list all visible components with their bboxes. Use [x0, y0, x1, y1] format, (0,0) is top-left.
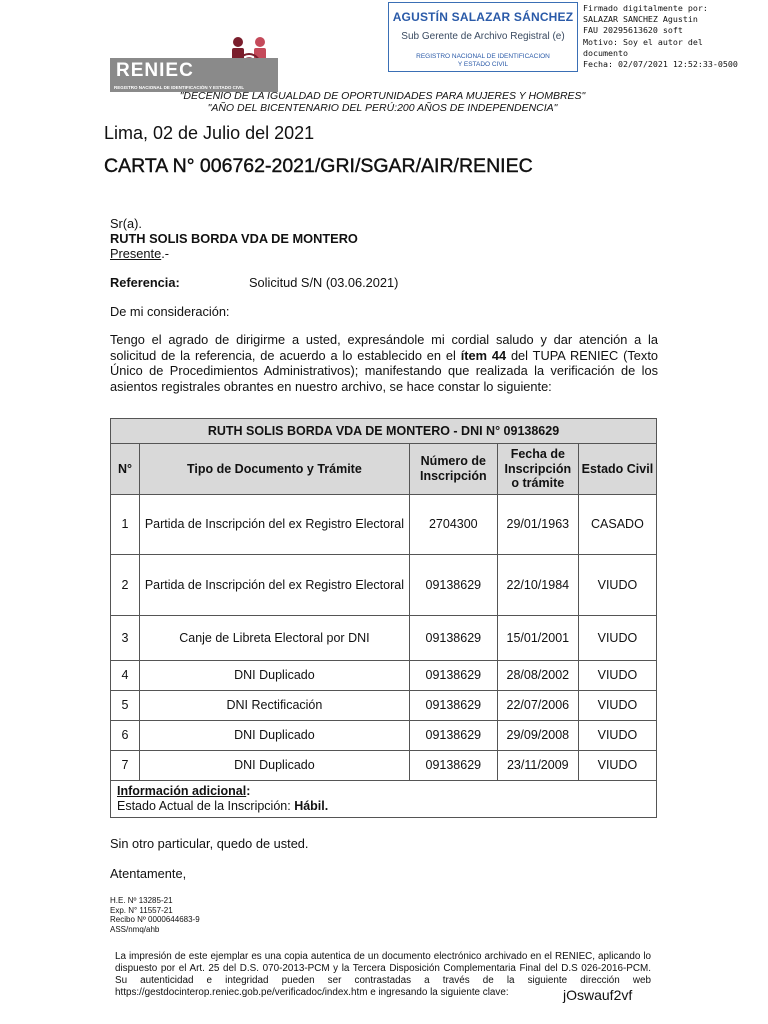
- table-title-row: [111, 419, 657, 444]
- cell-estado: VIUDO: [578, 751, 656, 781]
- body-bold-item: ítem 44: [460, 347, 507, 363]
- cell-tipo: DNI Duplicado: [140, 661, 410, 691]
- body-part-2: del TUPA RENIEC (Texto Único de Procedimientos Administrativos); manifestando que realizada la verificación de los asientos registrales obrantes en nuestro archivo, se hace constar lo siguiente:: [110, 347, 658, 394]
- digital-signature-text: Firmado digitalmente por: SALAZAR SANCHEZ Agustin FAU 20295613620 soft Motivo: Soy el autor del documento Fecha: 02/07/2021 12:52:33-0500: [583, 3, 738, 70]
- additional-info-row: [111, 781, 657, 818]
- reniec-logo: [110, 36, 278, 94]
- presente-line: [110, 246, 169, 261]
- cell-fecha: 15/01/2001: [497, 616, 578, 661]
- info-value: Hábil.: [294, 798, 329, 813]
- body-part-1: Tengo el agrado de dirigirme a usted, expresándole mi cordial saludo y dar atención a la solicitud de la referencia, de acuerdo a lo establecido en el: [110, 332, 658, 363]
- presente-suffix: .-: [161, 246, 170, 261]
- cell-estado: VIUDO: [578, 555, 656, 616]
- reference-footnotes: [110, 896, 200, 934]
- header-fecha: Fecha de Inscripción o trámite: [497, 444, 578, 495]
- footnote-initials: ASS/nmq/ahb: [110, 924, 160, 934]
- info-colon: :: [246, 784, 251, 798]
- greeting: De mi consideración:: [110, 304, 230, 319]
- cell-estado: VIUDO: [578, 661, 656, 691]
- closing-line: Sin otro particular, quedo de usted.: [110, 836, 309, 851]
- cell-numero: 09138629: [409, 661, 497, 691]
- cell-n: 5: [111, 691, 140, 721]
- info-text: Estado Actual de la Inscripción:: [117, 798, 295, 813]
- cell-numero: 09138629: [409, 616, 497, 661]
- date-line: Lima, 02 de Julio del 2021: [104, 123, 315, 143]
- table-row: [111, 616, 657, 661]
- additional-info-cell: [111, 781, 657, 818]
- cell-estado: VIUDO: [578, 616, 656, 661]
- cell-n: 7: [111, 751, 140, 781]
- cell-tipo: DNI Duplicado: [140, 751, 410, 781]
- cell-fecha: 29/01/1963: [497, 495, 578, 555]
- cell-tipo: Canje de Libreta Electoral por DNI: [140, 616, 410, 661]
- table-row: [111, 721, 657, 751]
- logo-subtitle: REGISTRO NACIONAL DE IDENTIFICACIÓN Y ESTADO CIVIL: [114, 85, 245, 90]
- cell-estado: CASADO: [578, 495, 656, 555]
- signature-box: [388, 2, 578, 72]
- header-estado: Estado Civil: [578, 444, 656, 495]
- header-numero: Número de Inscripción: [409, 444, 497, 495]
- recipient-name: RUTH SOLIS BORDA VDA DE MONTERO: [110, 231, 358, 246]
- cell-tipo: DNI Duplicado: [140, 721, 410, 751]
- legal-notice: La impresión de este ejemplar es una copia autentica de un documento electrónico archivado en el RENIEC, aplicando lo dispuesto por el Art. 25 del D.S. 070-2013-PCM y la Tercera Disposición Complementaria Final del D.S 026-2016-PCM. Su autenticidad e integridad pueden ser contrastadas a través de la siguiente dirección web https://gestdocinterop.reniec.gob.pe/verificadoc/index.htm e ingresando la siguiente clave:: [115, 951, 651, 999]
- cell-tipo: Partida de Inscripción del ex Registro Electoral: [140, 555, 410, 616]
- cell-n: 4: [111, 661, 140, 691]
- cell-numero: 09138629: [409, 555, 497, 616]
- cell-tipo: Partida de Inscripción del ex Registro Electoral: [140, 495, 410, 555]
- footnote-he: H.E. Nº 13285-21: [110, 896, 173, 905]
- table-row: [111, 495, 657, 555]
- cell-numero: 09138629: [409, 691, 497, 721]
- header-tipo: Tipo de Documento y Trámite: [140, 444, 410, 495]
- table-row: [111, 751, 657, 781]
- signer-role: Sub Gerente de Archivo Registral (e): [401, 31, 565, 42]
- cell-n: 1: [111, 495, 140, 555]
- cell-estado: VIUDO: [578, 721, 656, 751]
- cell-numero: 09138629: [409, 721, 497, 751]
- cell-n: 6: [111, 721, 140, 751]
- motto-line-1: "DECENIO DE LA IGUALDAD DE OPORTUNIDADES PARA MUJERES Y HOMBRES": [179, 90, 586, 102]
- signer-org: [389, 53, 577, 69]
- signer-org-line2: Y ESTADO CIVIL: [457, 61, 509, 68]
- header-n: N°: [111, 444, 140, 495]
- table-row: [111, 661, 657, 691]
- logo-word: RENIEC: [116, 60, 194, 81]
- cell-numero: 09138629: [409, 751, 497, 781]
- cell-fecha: 28/08/2002: [497, 661, 578, 691]
- table-row: [111, 691, 657, 721]
- cell-fecha: 29/09/2008: [497, 721, 578, 751]
- cell-fecha: 23/11/2009: [497, 751, 578, 781]
- verification-code: jOswauf2vf: [563, 987, 633, 1003]
- cell-estado: VIUDO: [578, 691, 656, 721]
- reference-value: Solicitud S/N (03.06.2021): [249, 275, 399, 290]
- cell-fecha: 22/10/1984: [497, 555, 578, 616]
- letter-number: CARTA N° 006762-2021/GRI/SGAR/AIR/RENIEC: [104, 155, 533, 177]
- signer-org-line1: REGISTRO NACIONAL DE IDENTIFICACION: [416, 53, 550, 60]
- signer-name: AGUSTÍN SALAZAR SÁNCHEZ: [392, 10, 574, 24]
- sign-off: Atentamente,: [110, 866, 187, 881]
- footnote-exp: Exp. N° 11557-21: [110, 905, 173, 915]
- reference-label: Referencia:: [110, 275, 180, 290]
- records-table: [110, 418, 657, 818]
- cell-n: 3: [111, 616, 140, 661]
- body-paragraph: [110, 332, 658, 394]
- cell-n: 2: [111, 555, 140, 616]
- salutation: Sr(a).: [110, 216, 142, 231]
- cell-numero: 2704300: [409, 495, 497, 555]
- table-title: RUTH SOLIS BORDA VDA DE MONTERO - DNI N° 09138629: [111, 419, 657, 444]
- info-label: Información adicional: [117, 784, 247, 798]
- cell-fecha: 22/07/2006: [497, 691, 578, 721]
- table-row: [111, 555, 657, 616]
- table-header-row: [111, 444, 657, 495]
- cell-tipo: DNI Rectificación: [140, 691, 410, 721]
- motto-line-2: "AÑO DEL BICENTENARIO DEL PERÚ:200 AÑOS DE INDEPENDENCIA": [207, 102, 558, 114]
- presente-word: Presente: [110, 246, 162, 261]
- footnote-recibo: Recibo Nº 0000644683-9: [110, 915, 200, 925]
